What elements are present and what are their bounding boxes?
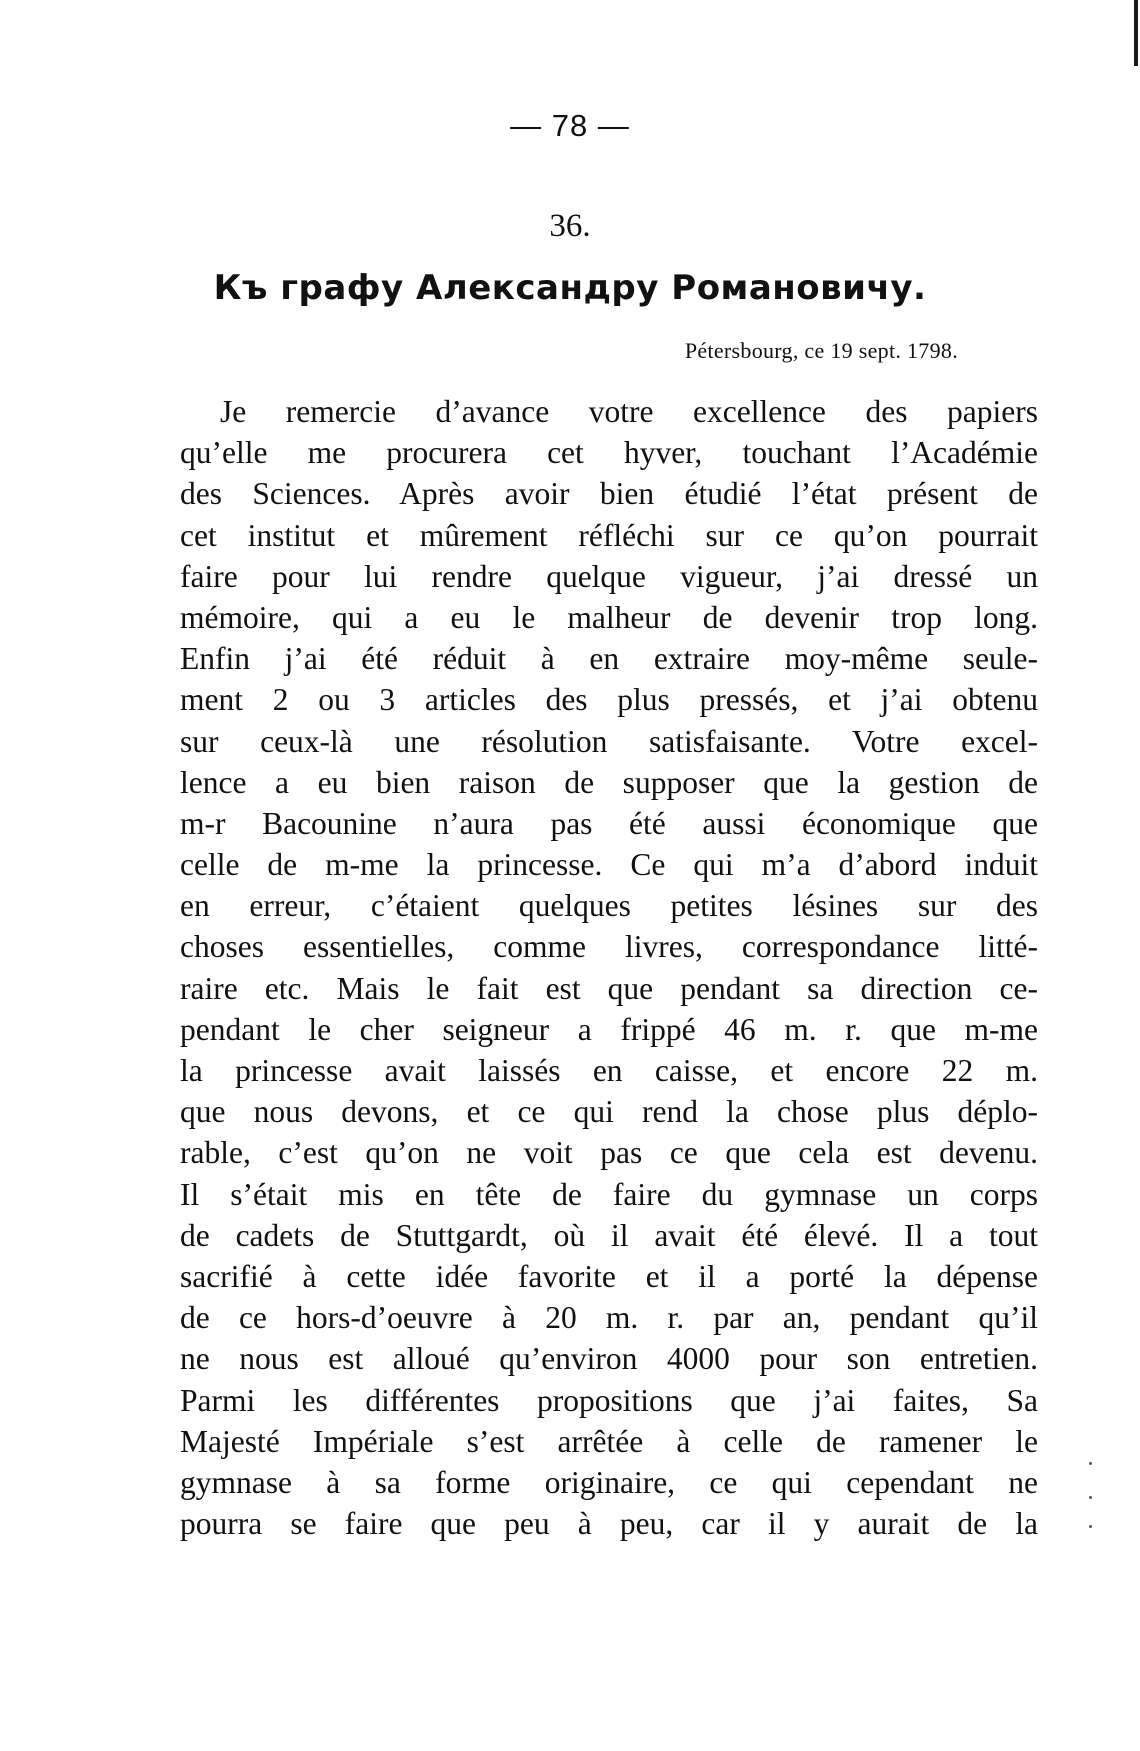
body-line: sacrifié à cette idée favorite et il a porté la dépense — [180, 1258, 1038, 1294]
body-line: de cadets de Stuttgardt, où il avait été élevé. Il a tout — [180, 1217, 1038, 1253]
body-line: rable, c’est qu’on ne voit pas ce que cela est devenu. — [180, 1135, 1038, 1171]
body-line: faire pour lui rendre quelque vigueur, j’ai dressé un — [180, 558, 1038, 594]
body-line: Enfin j’ai été réduit à en extraire moy-même seule- — [180, 641, 1038, 677]
body-line: sur ceux-là une résolution satisfaisante. Votre excel- — [180, 723, 1038, 759]
dateline: Pétersbourg, ce 19 sept. 1798. — [684, 338, 958, 363]
scan-speck — [1089, 1525, 1092, 1528]
body-line: celle de m-me la princesse. Ce qui m’a d’abord induit — [180, 847, 1038, 883]
body-line: ne nous est alloué qu’environ 4000 pour son entretien. — [180, 1341, 1038, 1377]
scan-speck — [1089, 1462, 1092, 1465]
body-line: des Sciences. Après avoir bien étudié l’état présent de — [180, 476, 1038, 512]
body-line: mémoire, qui a eu le malheur de devenir trop long. — [180, 599, 1038, 635]
body-line: gymnase à sa forme originaire, ce qui cependant ne — [180, 1464, 1038, 1500]
body-line: choses essentielles, comme livres, correspondance litté- — [180, 929, 1038, 965]
body-line: lence a eu bien raison de supposer que la gestion de — [180, 764, 1038, 800]
page-number: — 78 — — [510, 108, 630, 143]
letter-number: 36. — [549, 208, 591, 244]
body-line: Je remercie d’avance votre excellence des papiers — [220, 394, 1038, 429]
body-line: Il s’était mis en tête de faire du gymnase un corps — [180, 1176, 1038, 1212]
body-line: qu’elle me procurera cet hyver, touchant l’Académie — [180, 435, 1038, 471]
body-line: pendant le cher seigneur a frippé 46 m. r. que m-me — [180, 1011, 1038, 1047]
scan-edge-mark — [1134, 0, 1138, 66]
scan-speck — [1089, 1496, 1092, 1499]
body-line: Parmi les différentes propositions que j’ai faites, Sa — [180, 1382, 1038, 1418]
body-line: raire etc. Mais le fait est que pendant sa direction ce- — [180, 970, 1038, 1006]
body-line: la princesse avait laissés en caisse, et encore 22 m. — [180, 1053, 1038, 1088]
body-line: cet institut et mûrement réfléchi sur ce qu’on pourrait — [180, 517, 1038, 553]
body-line: m-r Bacounine n’aura pas été aussi économique que — [180, 805, 1038, 841]
body-line: Majesté Impériale s’est arrêtée à celle de ramener le — [180, 1423, 1038, 1459]
body-line: en erreur, c’étaient quelques petites lésines sur des — [180, 888, 1038, 924]
body-line: que nous devons, et ce qui rend la chose plus déplo- — [180, 1094, 1038, 1130]
body-line: ment 2 ou 3 articles des plus pressés, et j’ai obtenu — [180, 682, 1038, 718]
letter-body — [180, 391, 1038, 1544]
body-line: pourra se faire que peu à peu, car il y aurait de la — [180, 1506, 1038, 1542]
letter-heading: Къ графу Александру Романовичу. — [213, 268, 927, 308]
body-line: de ce hors-d’oeuvre à 20 m. r. par an, pendant qu’il — [180, 1300, 1038, 1336]
